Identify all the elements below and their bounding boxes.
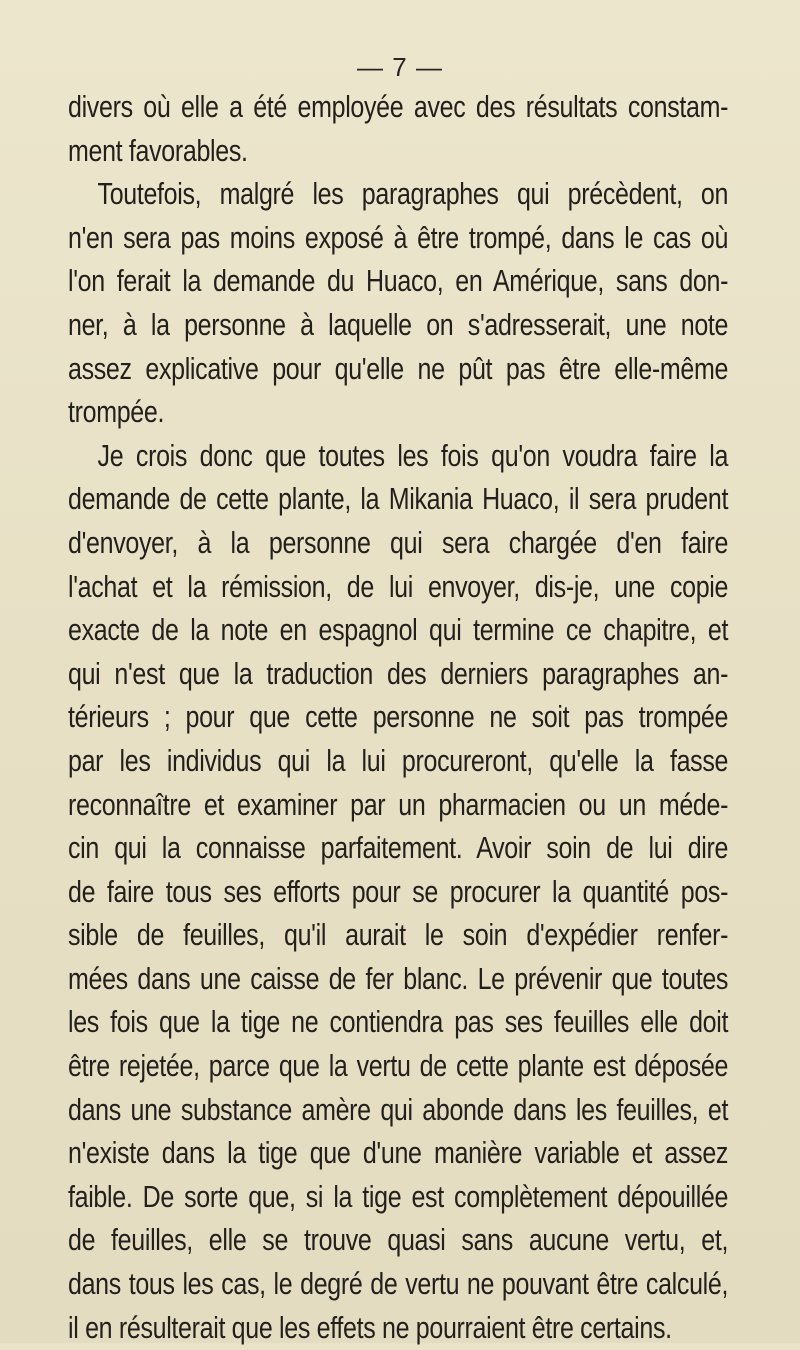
text-line: trompée. — [68, 395, 165, 430]
text-line: ner, à la personne à laquelle on s'adresserait, une note — [68, 307, 729, 342]
text-line: sible de feuilles, qu'il aurait le soin d'expédier renfer- — [68, 918, 729, 953]
page-body — [68, 86, 729, 1350]
text-line: reconnaître et examiner par un pharmacien ou un méde- — [68, 787, 729, 822]
text-line: l'achat et la rémission, de lui envoyer, dis-je, une copie — [68, 569, 729, 604]
text-line: n'en sera pas moins exposé à être trompé, dans le cas où — [68, 220, 729, 255]
text-line: les fois que la tige ne contiendra pas ses feuilles elle doit — [68, 1005, 729, 1040]
text-line: être rejetée, parce que la vertu de cette plante est déposée — [68, 1049, 729, 1084]
text-line: n'existe dans la tige que d'une manière variable et assez — [68, 1136, 729, 1171]
text-line: assez explicative pour qu'elle ne pût pas être elle-même — [68, 351, 729, 386]
text-line: Je crois donc que toutes les fois qu'on voudra faire la — [97, 438, 729, 473]
text-line: il en résulterait que les effets ne pourraient être certains. — [68, 1310, 672, 1345]
text-line: d'envoyer, à la personne qui sera chargée d'en faire — [68, 525, 729, 560]
text-line: de feuilles, elle se trouve quasi sans aucune vertu, et, — [68, 1223, 729, 1258]
text-line: cin qui la connaisse parfaitement. Avoir soin de lui dire — [68, 831, 729, 866]
text-line: térieurs ; pour que cette personne ne soit pas trompée — [68, 700, 729, 735]
text-line: ment favorables. — [68, 133, 248, 168]
text-line: exacte de la note en espagnol qui termine ce chapitre, et — [68, 613, 729, 648]
text-line: qui n'est que la traduction des derniers paragraphes an- — [68, 656, 729, 691]
page-number: — 7 — — [357, 52, 443, 82]
text-line: faible. De sorte que, si la tige est complètement dépouillée — [68, 1179, 729, 1214]
text-line: dans une substance amère qui abonde dans les feuilles, et — [68, 1092, 729, 1127]
text-line: l'on ferait la demande du Huaco, en Amérique, sans don- — [68, 264, 729, 299]
text-line: de faire tous ses efforts pour se procurer la quantité pos- — [68, 874, 729, 909]
text-line: dans tous les cas, le degré de vertu ne pouvant être calculé, — [68, 1267, 729, 1302]
text-line: Toutefois, malgré les paragraphes qui précèdent, on — [97, 177, 729, 212]
text-line: demande de cette plante, la Mikania Huaco, il sera prudent — [68, 482, 729, 517]
text-line: par les individus qui la lui procureront, qu'elle la fasse — [68, 743, 729, 778]
text-line: divers où elle a été employée avec des résultats constam- — [68, 90, 729, 124]
text-line: mées dans une caisse de fer blanc. Le prévenir que toutes — [68, 961, 729, 996]
